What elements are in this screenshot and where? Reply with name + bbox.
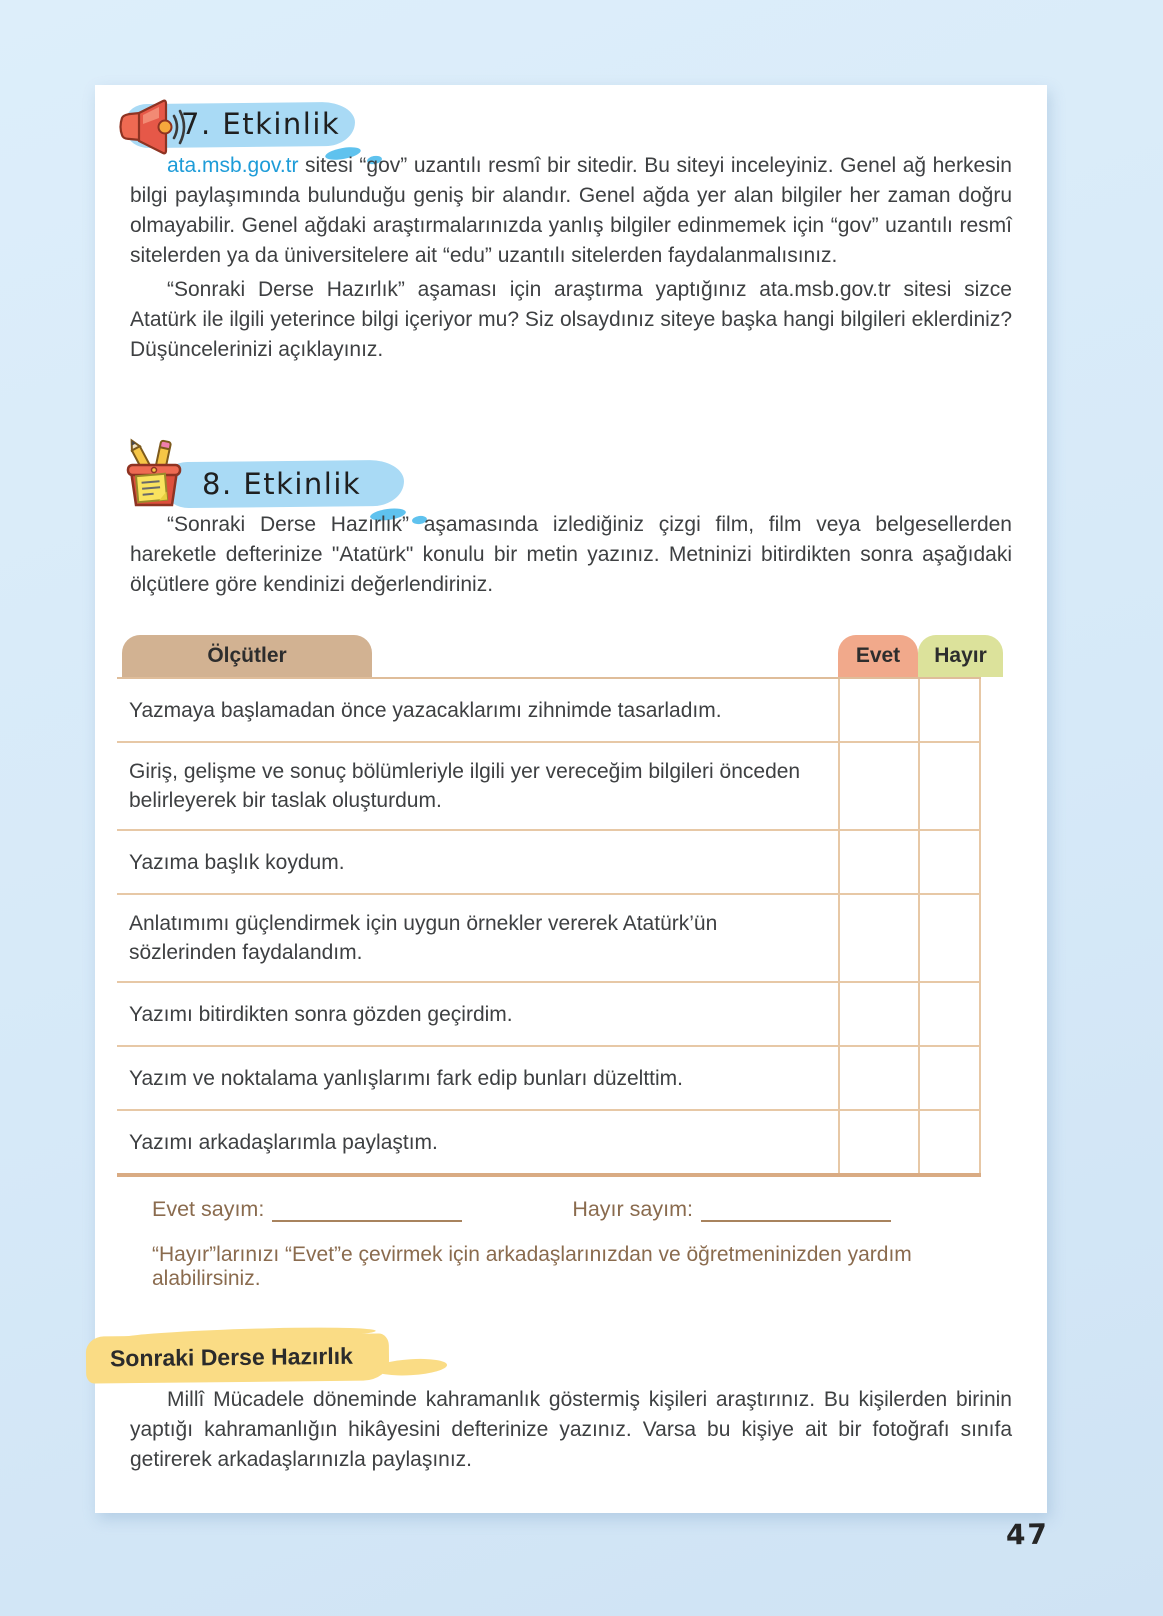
table-body — [117, 677, 981, 1177]
site-link[interactable]: ata.msb.gov.tr — [167, 154, 299, 177]
next-lesson-heading: Sonraki Derse Hazırlık — [86, 1333, 389, 1383]
table-row — [117, 1047, 981, 1111]
no-cell[interactable] — [918, 1047, 981, 1109]
no-header-tab: Hayır — [918, 635, 1003, 677]
yes-count-label: Evet sayım: — [152, 1197, 265, 1221]
no-cell[interactable] — [918, 679, 981, 741]
count-row — [152, 1197, 891, 1222]
yes-cell[interactable] — [838, 895, 918, 981]
criteria-cell: Yazıma başlık koydum. — [129, 850, 345, 874]
yes-count-blank[interactable] — [272, 1198, 462, 1222]
activity7-paragraph2: “Sonraki Derse Hazırlık” aşaması için araştırma yaptığınız ata.msb.gov.tr sitesi sizce Atatürk ile ilgili yeterince bilgi içeriyor mu? Siz olsaydınız siteye başka hangi bilgileri eklerdiniz? Düşüncelerinizi açıklayınız. — [130, 278, 1012, 361]
yes-cell[interactable] — [838, 679, 918, 741]
activity8-header — [120, 437, 460, 511]
table-note: “Hayır”larınızı “Evet”e çevirmek için arkadaşlarınızdan ve öğretmeninizden yardım alabilirsiniz. — [152, 1243, 912, 1290]
criteria-cell: Yazımı bitirdikten sonra gözden geçirdim. — [129, 1002, 513, 1026]
no-cell[interactable] — [918, 1111, 981, 1173]
yes-cell[interactable] — [838, 743, 918, 829]
no-count-block — [572, 1197, 891, 1222]
activity8-title: 8. Etkinlik — [202, 467, 362, 501]
table-row — [117, 831, 981, 895]
table-row — [117, 895, 981, 983]
yes-cell[interactable] — [838, 1047, 918, 1109]
table-header — [117, 635, 987, 677]
yes-cell[interactable] — [838, 831, 918, 893]
activity7-title: 7. Etkinlik — [181, 107, 341, 141]
megaphone-icon — [117, 98, 189, 161]
no-cell[interactable] — [918, 895, 981, 981]
criteria-cell: Yazımı arkadaşlarımla paylaştım. — [129, 1130, 438, 1154]
paper-sheet — [95, 85, 1047, 1513]
page-number: 47 — [1005, 1517, 1050, 1552]
yes-cell[interactable] — [838, 1111, 918, 1173]
criteria-cell: Anlatımımı güçlendirmek için uygun örnekler vererek Atatürk’ün sözlerinden faydalandım. — [129, 912, 718, 964]
paragraph1-text: sitesi “gov” uzantılı resmî bir sitedir. Bu siteyi inceleyiniz. Genel ağ herkesin bilgi paylaşımında bulunduğu geniş bir alandır. Genel ağda yer alan bilgiler her zaman doğru olmayabilir. Genel ağdaki araştırmalarınızda yanlış bilgiler edinmemek için “gov” uzantılı resmî sitelerden ya da üniversitelere ait “edu” uzantılı sitelerden faydalanmalısınız. — [130, 154, 1012, 267]
activity7-paragraph1 — [130, 151, 1012, 271]
criteria-header-tab: Ölçütler — [122, 635, 372, 677]
no-cell[interactable] — [918, 743, 981, 829]
table-row — [117, 743, 981, 831]
table-row — [117, 1111, 981, 1173]
no-count-blank[interactable] — [701, 1198, 891, 1222]
criteria-cell: Giriş, gelişme ve sonuç bölümleriyle ilgili yer vereceğim bilgileri önceden belirleyerek bir taslak oluşturdum. — [129, 760, 801, 812]
no-cell[interactable] — [918, 831, 981, 893]
no-count-label: Hayır sayım: — [572, 1197, 693, 1221]
self-evaluation-table — [117, 635, 987, 1177]
yes-header-tab: Evet — [838, 635, 918, 677]
table-row — [117, 679, 981, 743]
table-row — [117, 983, 981, 1047]
activity8-intro: “Sonraki Derse Hazırlık” aşamasında izlediğiniz çizgi film, film veya belgesellerden hareketle defterinize "Atatürk" konulu bir metin yazınız. Metninizi bitirdikten sonra aşağıdaki ölçütlere göre kendinizi değerlendiriniz. — [130, 513, 1012, 596]
next-lesson-paragraph: Millî Mücadele döneminde kahramanlık göstermiş kişileri araştırınız. Bu kişilerden birinin yaptığı kahramanlığın hikâyesini defterinize yazınız. Varsa bu kişiye ait bir fotoğrafı sınıfa getirerek arkadaşlarınızla paylaşınız. — [130, 1388, 1012, 1471]
yes-count-block — [152, 1197, 462, 1222]
pencil-cup-icon — [120, 437, 188, 516]
yes-cell[interactable] — [838, 983, 918, 1045]
no-cell[interactable] — [918, 983, 981, 1045]
criteria-cell: Yazım ve noktalama yanlışlarımı fark edip bunları düzelttim. — [129, 1066, 684, 1090]
criteria-cell: Yazmaya başlamadan önce yazacaklarımı zihnimde tasarladım. — [129, 698, 722, 722]
